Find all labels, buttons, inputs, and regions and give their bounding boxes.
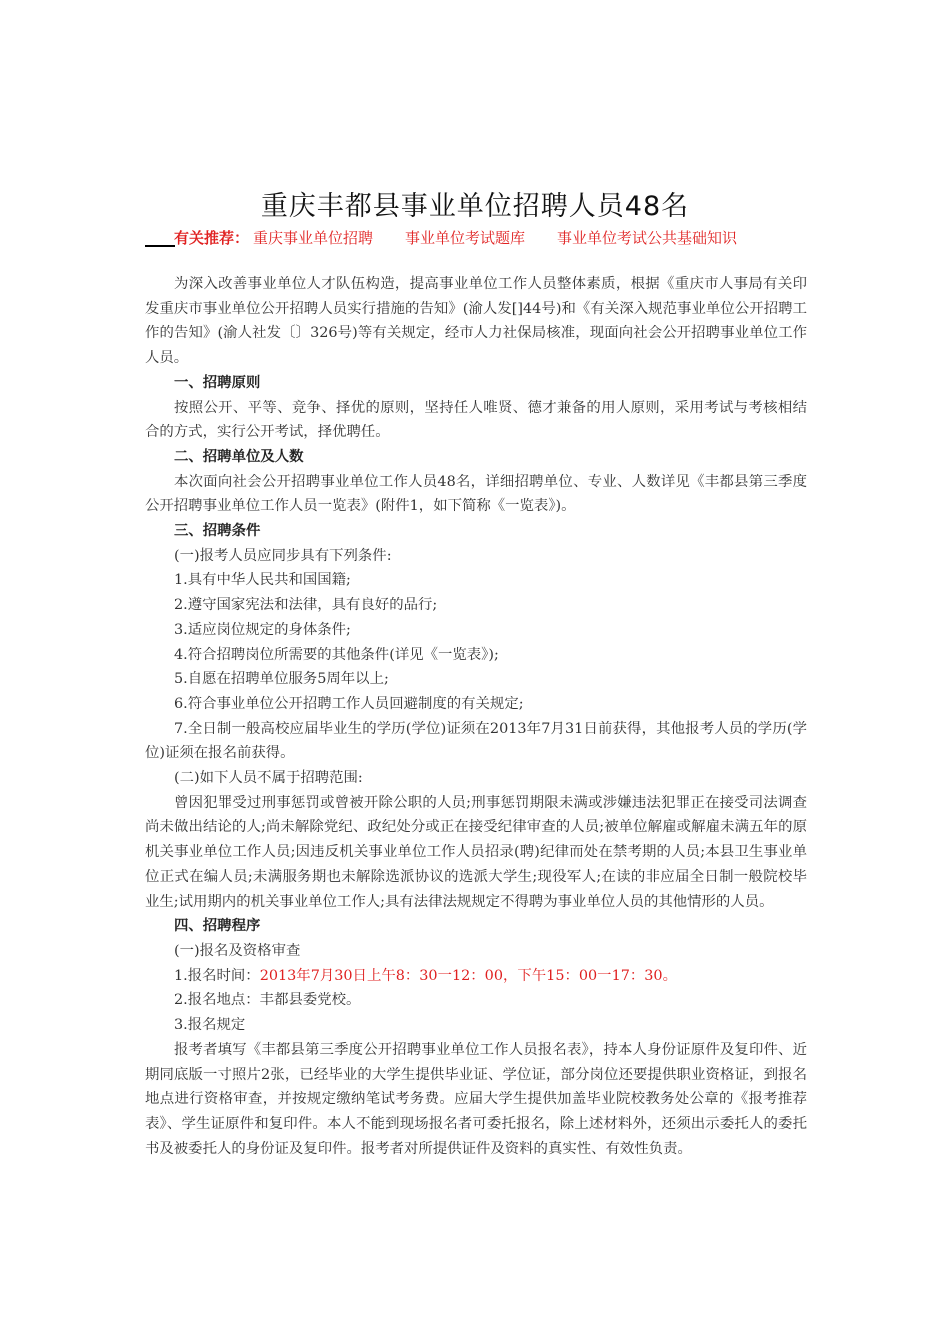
condition-item: 2.遵守国家宪法和法律，具有良好的品行; [174,597,438,614]
recommend-rule [145,245,175,247]
registration-time [145,964,807,989]
conditions-sub2: (二)如下人员不属于招聘范围: [174,770,363,787]
recommend-bar [174,227,737,248]
section-heading-procedure: 四、招聘程序 [174,918,261,935]
recommend-label: 有关推荐： [174,229,250,247]
condition-item: 6.符合事业单位公开招聘工作人员回避制度的有关规定; [174,695,524,712]
units-paragraph: 本次面向社会公开招聘事业单位工作人员48名，详细招聘单位、专业、人数详见《丰都县第三季度公开招聘事业单位工作人员一览表》(附件1，如下简称《一览表》)。 [145,473,807,515]
page-title: 重庆丰都县事业单位招聘人员48名 [260,191,690,222]
article-body [145,272,807,1161]
section-heading-conditions: 三、招聘条件 [174,523,261,540]
recommend-link-recruit[interactable]: 重庆事业单位招聘 [253,229,374,247]
intro-paragraph: 为深入改善事业单位人才队伍构造，提高事业单位工作人员整体素质，根据《重庆市人事局有关印发重庆市事业单位公开招聘人员实行措施的告知》(渝人发[]44号)和《有关深入规范事业单位公开招聘工作的告知》(渝人社发〔〕326号)等有关规定，经市人力社保局核准，现面向社会公开招聘事业单位工作人员。 [145,276,807,367]
condition-item: 3.适应岗位规定的身体条件; [174,621,351,638]
exclusions-paragraph: 曾因犯罪受过刑事惩罚或曾被开除公职的人员;刑事惩罚期限未满或涉嫌违法犯罪正在接受司法调查尚未做出结论的人;尚未解除党纪、政纪处分或正在接受纪律审查的人员;被单位解雇或解雇未满五年的原机关事业单位工作人员;因违反机关事业单位工作人员招录(聘)纪律而处在禁考期的人员;本县卫生事业单位正式在编人员;未满服务期也未解除选派协议的选派大学生;现役军人;在读的非应届全日制一般院校毕业生;试用期内的机关事业单位工作人;具有法律法规规定不得聘为事业单位人员的其他情形的人员。 [145,794,807,910]
procedure-sub1: (一)报名及资格审查 [174,942,301,959]
condition-item: 4.符合招聘岗位所需要的其他条件(详见《一览表》); [174,646,499,663]
condition-item: 5.自愿在招聘单位服务5周年以上; [174,671,389,688]
recommend-link-question-bank[interactable]: 事业单位考试题库 [405,229,526,247]
registration-place: 2.报名地点：丰都县委党校。 [174,992,361,1009]
registration-rules-paragraph: 报考者填写《丰都县第三季度公开招聘事业单位工作人员报名表》，持本人身份证原件及复印件、近期同底版一寸照片2张，已经毕业的大学生提供毕业证、学位证，部分岗位还要提供职业资格证，到报名地点进行资格审查，并按规定缴纳笔试考务费。应届大学生提供加盖毕业院校教务处公章的《报考推荐表》、学生证原件和复印件。本人不能到现场报名者可委托报名，除上述材料外，还须出示委托人的委托书及被委托人的身份证及复印件。报考者对所提供证件及资料的真实性、有效性负责。 [145,1041,807,1157]
conditions-sub1: (一)报考人员应同步具有下列条件: [174,547,392,564]
recommend-link-basic-knowledge[interactable]: 事业单位考试公共基础知识 [557,229,738,247]
registration-rules-label: 3.报名规定 [174,1017,246,1034]
condition-item: 7.全日制一般高校应届毕业生的学历(学位)证须在2013年7月31日前获得，其他报考人员的学历(学位)证须在报名前获得。 [145,720,807,762]
registration-time-label: 1.报名时间： [174,967,260,984]
section-heading-units: 二、招聘单位及人数 [174,448,304,465]
section-heading-principles: 一、招聘原则 [174,374,261,391]
registration-time-value: 2013年7月30日上午8：30一12：00，下午15：00一17：30。 [259,967,677,984]
principles-paragraph: 按照公开、平等、竞争、择优的原则，坚持任人唯贤、德才兼备的用人原则，采用考试与考核相结合的方式，实行公开考试，择优聘任。 [145,399,807,441]
condition-item: 1.具有中华人民共和国国籍; [174,572,351,589]
